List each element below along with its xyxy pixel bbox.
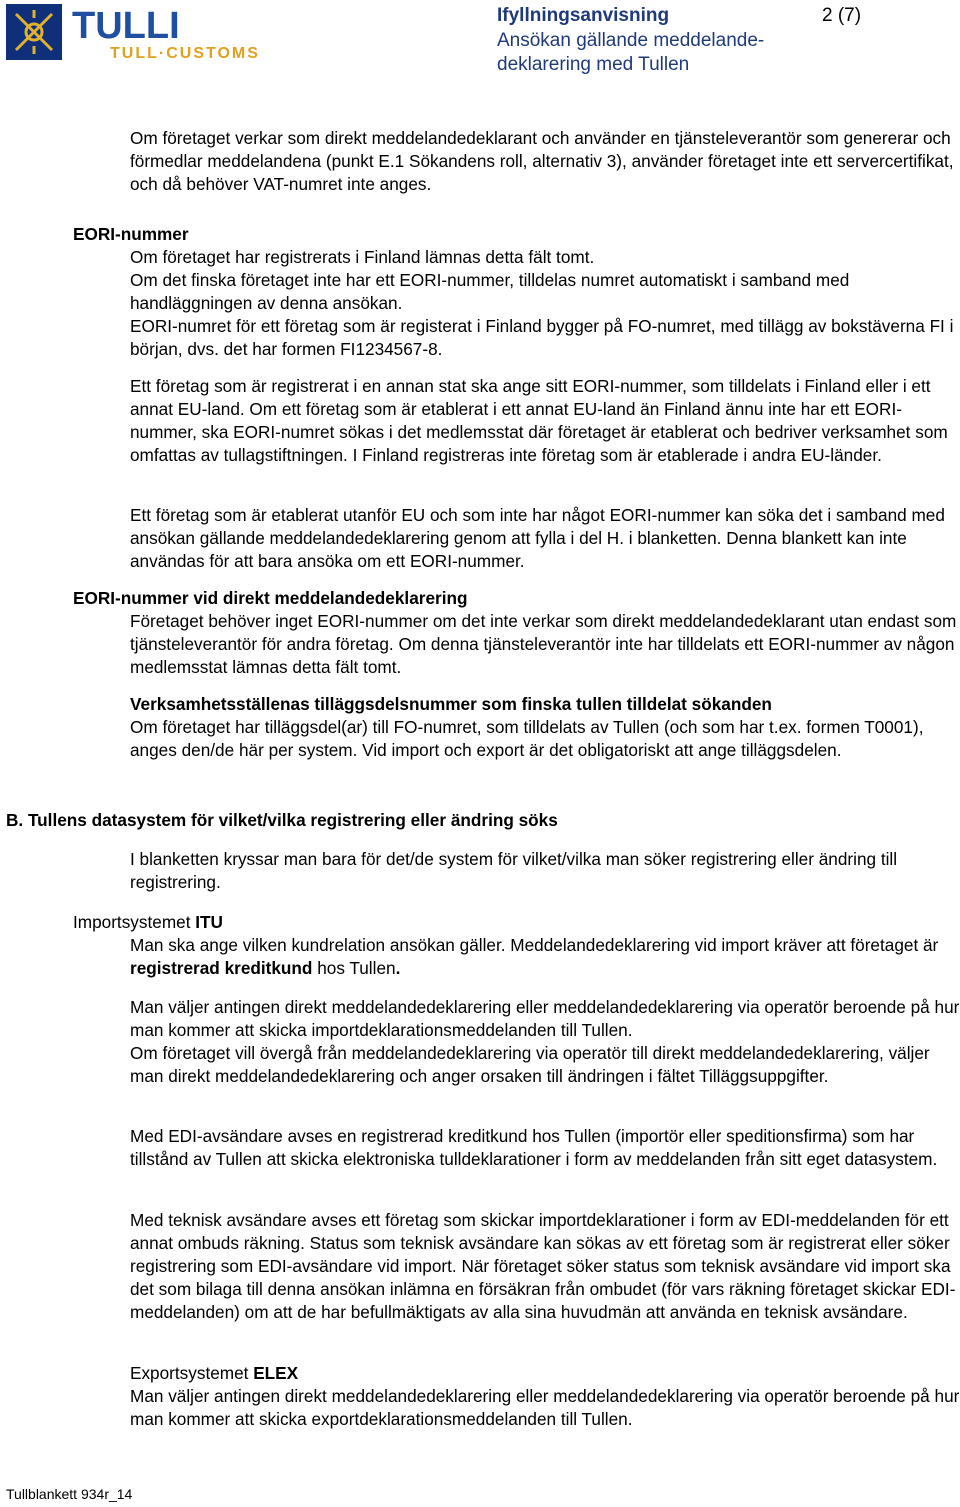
eori-paragraph-2: Om det finska företaget inte har ett EORI-nummer, tilldelas numret automatiskt i samband med handläggningen av denna ansökan. [130, 270, 850, 313]
document-subtitle: Ansökan gällande meddelande-deklarering med Tullen [497, 30, 765, 75]
eori-direct-paragraph: Företaget behöver inget EORI-nummer om det inte verkar som direkt meddelandedeklarant utan endast som tjänsteleverantör för andra företag. Om denna tjänsteleverantör inte har tilldelats ett EORI-nummer av någon medlemsstat lämnas detta fält tomt. [130, 611, 957, 677]
elex-paragraph-1: Man väljer antingen direkt meddelandedeklarering eller meddelandedeklarering via operatör beroende på hur man kommer att skicka exportdeklarationsmeddelanden till Tullen. [130, 1386, 960, 1429]
itu-label: Importsystemet [73, 912, 196, 932]
section-b-heading: B. Tullens datasystem för vilket/vilka registrering eller ändring söks [6, 810, 558, 830]
page-number: 2 (7) [822, 5, 862, 26]
supplement-heading: Verksamhetsställenas tilläggsdelsnummer som finska tullen tilldelat sökanden [130, 694, 772, 714]
supplement-paragraph: Om företaget har tilläggsdel(ar) till FO-numret, som tilldelats av Tullen (och som har t.ex. formen T0001), anges den/de här per system. Vid import och export är det obligatoriskt att ange tilläggsdelen. [130, 717, 924, 760]
eori-heading: EORI-nummer [73, 224, 189, 244]
eori-paragraph-3: EORI-numret för ett företag som är registerat i Finland bygger på FO-numret, med tillägg av bokstäverna FI i början, dvs. det har formen FI1234567-8. [130, 316, 954, 359]
document-title: Ifyllningsanvisning [497, 5, 670, 26]
tulli-logo [6, 4, 296, 60]
itu-paragraph-5: Med teknisk avsändare avses ett företag som skickar importdeklarationer i form av EDI-meddelanden för ett annat ombuds räkning. Status som teknisk avsändare kan sökas av ett företag som är registrerat eller söker registrering som EDI-avsändare vid import. När företaget söker status som teknisk avsändare vid import ska det som bilaga till denna ansökan inlämna en försäkran från ombudet (för vars räkning företaget skickar EDI-meddelanden) om att de har befullmäktigats av alla sina huvudmän att använda en teknisk avsändare. [130, 1210, 956, 1322]
elex-name: ELEX [253, 1363, 299, 1383]
customs-emblem-icon [6, 4, 296, 60]
itu-paragraph-2: Man väljer antingen direkt meddelandedeklarering eller meddelandedeklarering via operatör beroende på hur man kommer att skicka importdeklarationsmeddelanden till Tullen. [130, 997, 960, 1040]
elex-label: Exportsystemet [130, 1363, 254, 1383]
itu-paragraph-3: Om företaget vill övergå från meddelandedeklarering via operatör till direkt meddelandedeklarering, väljer man direkt meddelandedeklarering och anger orsaken till ändringen i fältet Tilläggsuppgifter. [130, 1043, 930, 1086]
eori-paragraph-1: Om företaget har registrerats i Finland lämnas detta fält tomt. [130, 247, 595, 267]
eori-paragraph-4: Ett företag som är registrerat i en annan stat ska ange sitt EORI-nummer, som tilldelats i Finland eller i ett annat EU-land. Om ett företag som är etablerat i ett annat EU-land än Finland ännu inte har ett EORI-nummer, ska EORI-numret sökas i det medlemsstat där företaget är etablerat och bedriver verksamhet som omfattas av tullagstiftningen. I Finland registreras inte företag som är etablerade i andra EU-länder. [130, 376, 948, 465]
intro-paragraph: Om företaget verkar som direkt meddelandedeklarant och använder en tjänsteleverantör som genererar och förmedlar meddelandena (punkt E.1 Sökandens roll, alternativ 3), använder företaget inte ett servercertifikat, och då behöver VAT-numret inte anges. [130, 128, 954, 194]
svg-text:TULLI: TULLI [72, 5, 180, 47]
eori-paragraph-5: Ett företag som är etablerat utanför EU och som inte har något EORI-nummer kan söka det i samband med ansökan gällande meddelandedeklarering genom att fylla i del H. i blanketten. Denna blankett kan inte användas för att bara ansöka om ett EORI-nummer. [130, 505, 945, 571]
form-id: Tullblankett 934r_14 [6, 1486, 133, 1502]
itu-text-a: Man ska ange vilken kundrelation ansökan gäller. Meddelandedeklarering vid import kräver att företaget är [130, 935, 939, 955]
eori-direct-heading: EORI-nummer vid direkt meddelandedeklarering [73, 588, 468, 608]
itu-text-d: . [395, 957, 401, 978]
itu-paragraph-1 [130, 934, 960, 980]
itu-heading [73, 911, 223, 934]
itu-paragraph-4: Med EDI-avsändare avses en registrerad kreditkund hos Tullen (importör eller speditionsfirma) som har tillstånd av Tullen att skicka elektroniska tulldeklarationer i form av meddelanden från sitt eget datasystem. [130, 1126, 938, 1169]
itu-text-b: registrerad kreditkund [130, 957, 313, 978]
section-b-intro: I blanketten kryssar man bara för det/de system för vilket/vilka man söker registrering eller ändring till registrering. [130, 849, 898, 892]
svg-text:TULL·CUSTOMS: TULL·CUSTOMS [110, 45, 260, 60]
elex-heading [130, 1362, 960, 1385]
itu-text-c: hos Tullen [312, 957, 396, 978]
itu-name: ITU [195, 912, 223, 932]
